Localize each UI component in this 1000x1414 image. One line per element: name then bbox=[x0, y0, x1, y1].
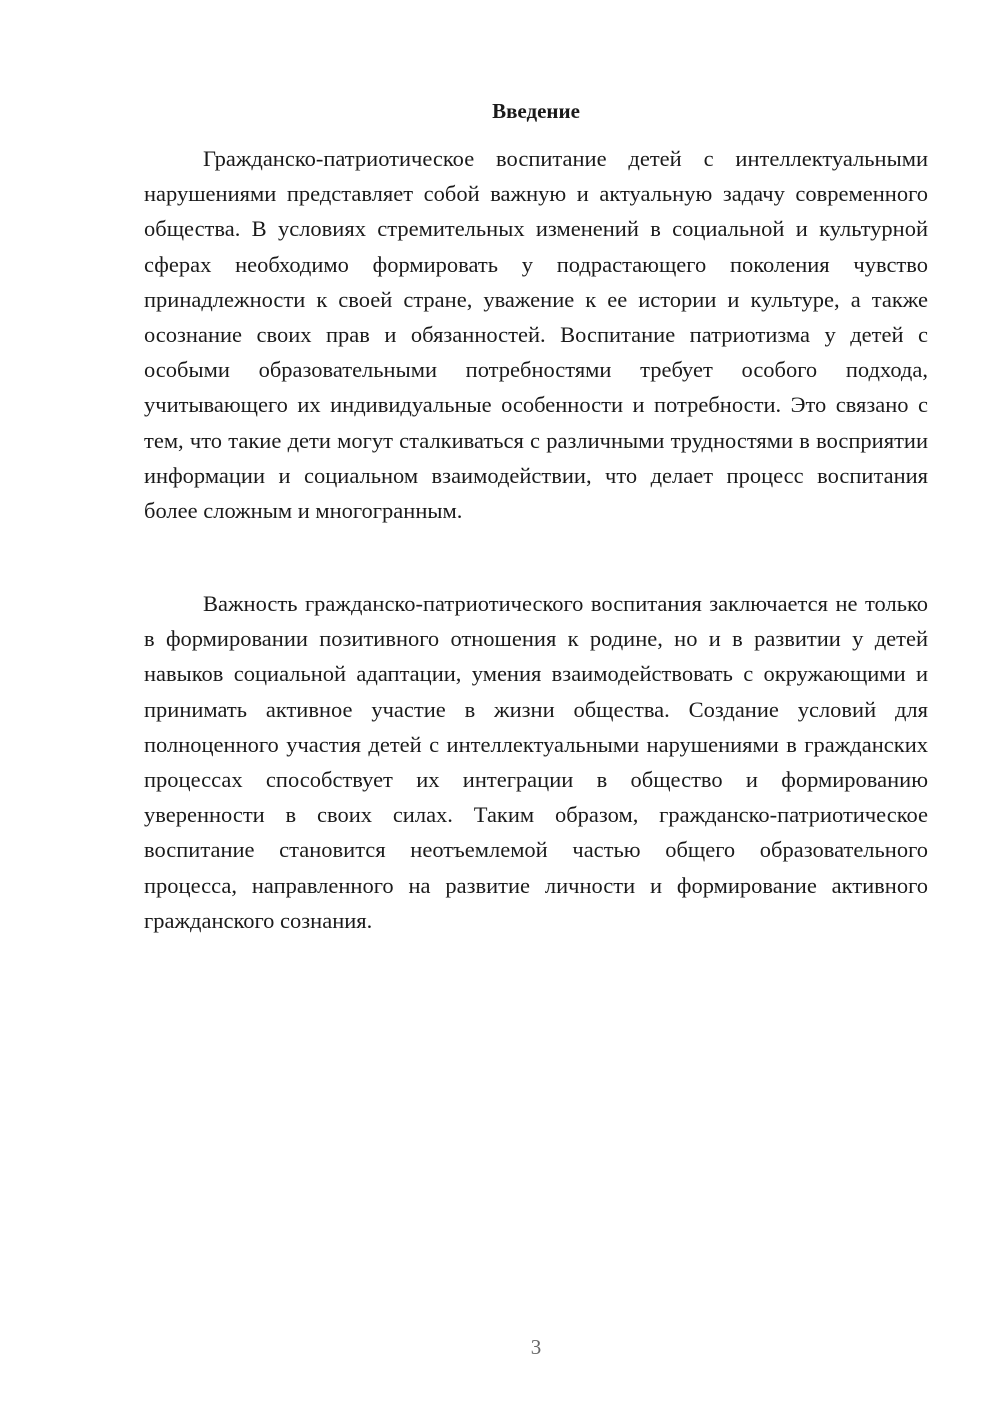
page-number: 3 bbox=[530, 1335, 542, 1359]
body-paragraph-2: Важность гражданско-патриотического воспитания заключается не только в формировании позитивного отношения к родине, но и в развитии у детей навыков социальной адаптации, умения взаимодействовать с окружающими и принимать активное участие в жизни общества. Создание условий для полноценного участия детей с интеллектуальными нарушениями в гражданских процессах способствует их интеграции в общество и формированию уверенности в своих силах. Таким образом, гражданско-патриотическое воспитание становится неотъемлемой частью общего образовательного процесса, направленного на развитие личности и формирование активного гражданского сознания. bbox=[144, 591, 928, 933]
body-paragraph-1: Гражданско-патриотическое воспитание детей с интеллектуальными нарушениями представляет собой важную и актуальную задачу современного общества. В условиях стремительных изменений в социальной и культурной сферах необходимо формировать у подрастающего поколения чувство принадлежности к своей стране, уважение к ее истории и культуре, а также осознание своих прав и обязанностей. Воспитание патриотизма у детей с особыми образовательными потребностями требует особого подхода, учитывающего их индивидуальные особенности и потребности. Это связано с тем, что такие дети могут сталкиваться с различными трудностями в восприятии информации и социальном взаимодействии, что делает процесс воспитания более сложным и многогранным. bbox=[144, 146, 928, 524]
section-heading: Введение bbox=[492, 99, 580, 123]
